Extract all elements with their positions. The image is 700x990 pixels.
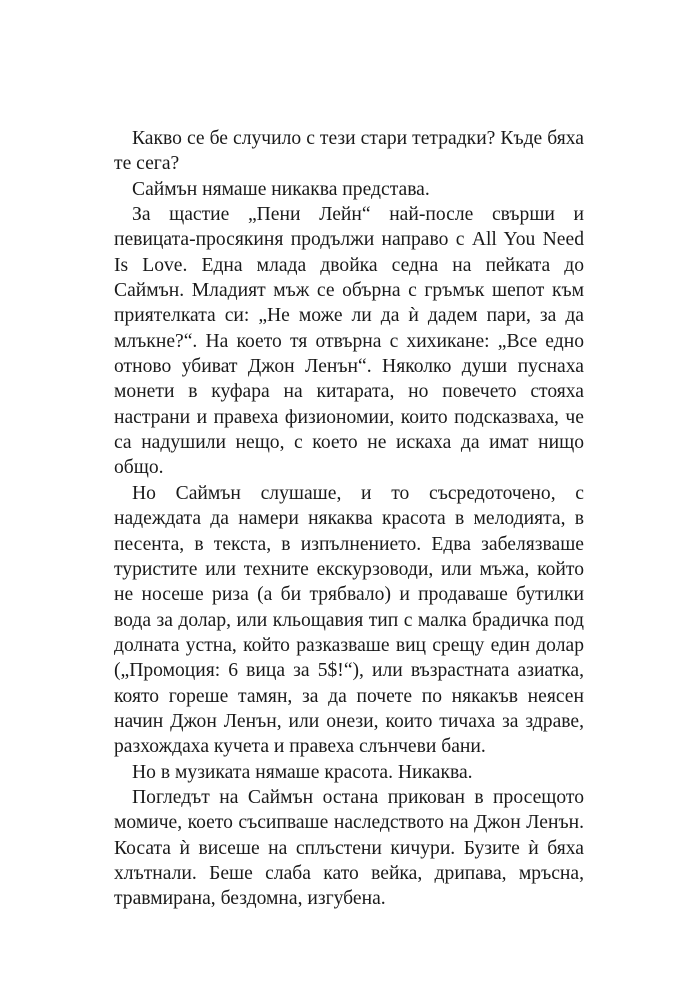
paragraph: Какво се бе случило с тези стари тетрадки? Къде бяха те сега? bbox=[114, 128, 584, 175]
paragraph: Погледът на Саймън остана прикован в просещото момиче, което съсипваше наследството на Джон Ленън. Косата ѝ висеше на сплъстени кичури. Бузите ѝ бяха хлътнали. Беше слаба като вейка, дрипава, мръсна, травмирана, бездомна, изгубена. bbox=[114, 786, 584, 910]
paragraph: За щастие „Пени Лейн“ най-после свърши и певицата-просякиня продължи направо с All You Need Is Love. Една млада двойка седна на пейката до Саймън. Младият мъж се обърна с гръмък шепот към приятелката си: „Не може ли да ѝ дадем пари, за да млъкне?“. На което тя отвърна с хихикане: „Все едно отново убиват Джон Ленън“. Няколко души пуснаха монети в куфара на китарата, но повечето стояха настрани и правеха физиономии, които подсказваха, че са надушили нещо, с което не искаха да имат нищо общо. bbox=[114, 204, 584, 479]
paragraph: Саймън нямаше никаква представа. bbox=[132, 178, 430, 200]
paragraph: Но Саймън слушаше, и то съсредоточено, с надеждата да намери някаква красота в мелодията, в песента, в текста, в изпълнението. Едва забелязваше туристите или техните екскурзоводи, или мъжа, който не носеше риза (а би трябвало) и продаваше бутилки вода за долар, или кльощавия тип с малка брадичка под долната устна, който разказваше виц срещу един долар („Промоция: 6 вица за 5$!“), или възрастната азиатка, която гореше тамян, за да почете по някакъв неясен начин Джон Ленън, или онези, които тичаха за здраве, разхождаха кучета и правеха слънчеви бани. bbox=[114, 482, 584, 758]
body-text bbox=[114, 126, 584, 912]
paragraph: Но в музиката нямаше красота. Никаква. bbox=[132, 761, 473, 783]
